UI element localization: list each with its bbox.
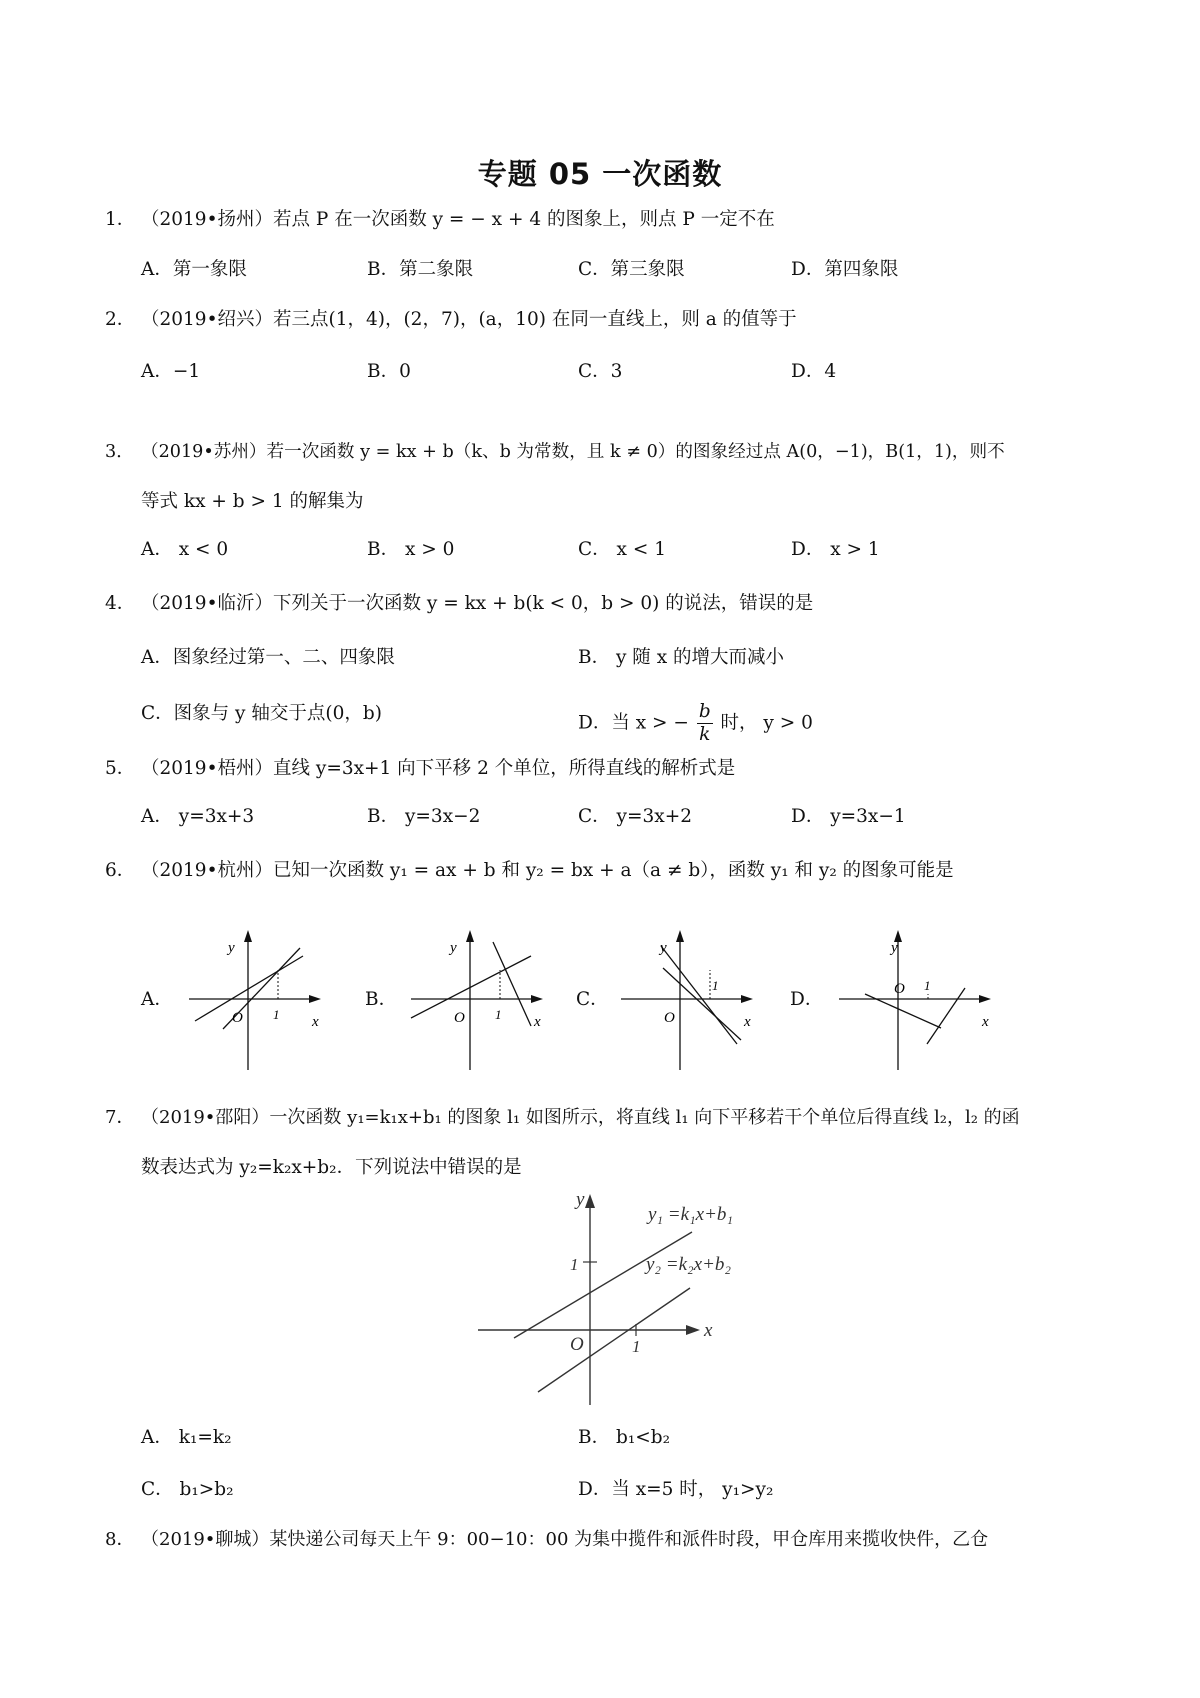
option-a: A．第一象限: [141, 259, 247, 280]
option-c: C． b₁>b₂: [141, 1479, 234, 1500]
question-number: 7．: [105, 1107, 135, 1128]
option-a: A．图象经过第一、二、四象限: [141, 647, 395, 668]
question-4: [105, 591, 813, 617]
question-number: 1．: [105, 209, 136, 230]
question-text: （2019•梧州）直线 y=3x+1 向下平移 2 个单位，所得直线的解析式是: [141, 758, 736, 779]
question-text: （2019•苏州）若一次函数 y = kx + b（k、b 为常数，且 k ≠ 0）的图象经过点 A(0，−1)，B(1，1)，则不: [141, 442, 1005, 462]
line-l2-label: y₂ =k₂x+b₂: [646, 1254, 732, 1275]
option-d: [578, 701, 813, 746]
option-c: C．3: [578, 361, 623, 382]
graph-a: [185, 926, 325, 1070]
y-axis-label: y: [576, 1190, 585, 1210]
y-axis-label: y: [891, 940, 898, 956]
tick-label-1: 1: [924, 978, 931, 993]
option-c: C．: [576, 989, 609, 1010]
x-tick-label-1: 1: [632, 1337, 641, 1356]
option-a: A．−1: [141, 361, 201, 382]
tick-label-1: 1: [495, 1007, 502, 1022]
tick-label-1: 1: [273, 1007, 280, 1022]
question-5: [105, 756, 735, 782]
question-7-figure: [478, 1190, 768, 1405]
origin-label: O: [570, 1334, 584, 1355]
option-d: D．4: [791, 361, 837, 382]
fraction-numerator: b: [698, 701, 711, 722]
origin-label: O: [454, 1010, 465, 1026]
fraction: [697, 701, 713, 746]
y-axis-label: y: [660, 940, 667, 956]
option-d: D．当 x=5 时， y₁>y₂: [578, 1479, 774, 1500]
question-8: [105, 1527, 988, 1553]
question-number: 3．: [105, 442, 134, 462]
option-c: C．第三象限: [578, 259, 685, 280]
question-number: 2．: [105, 309, 136, 330]
option-a: A．: [141, 989, 173, 1010]
x-axis-label: x: [704, 1320, 713, 1341]
graph-d: [835, 926, 995, 1070]
option-c: C．图象与 y 轴交于点(0，b): [141, 703, 382, 724]
graph-b: [407, 926, 547, 1070]
question-3-continued: 等式 kx + b > 1 的解集为: [141, 491, 364, 512]
origin-label: O: [664, 1010, 675, 1026]
question-2: [105, 307, 797, 333]
option-d: D．: [790, 989, 824, 1010]
line-l1-label: y₁ =k₁x+b₁: [648, 1204, 734, 1225]
tick-label-1: 1: [712, 978, 719, 993]
option-b: B． y=3x−2: [367, 806, 481, 827]
y-axis-label: y: [450, 940, 457, 956]
question-text: （2019•临沂）下列关于一次函数 y = kx + b(k < 0，b > 0) 的说法，错误的是: [141, 593, 814, 614]
question-text: （2019•杭州）已知一次函数 y₁ = ax + b 和 y₂ = bx + a（a ≠ b），函数 y₁ 和 y₂ 的图象可能是: [141, 860, 954, 881]
option-d: D． y=3x−1: [791, 806, 906, 827]
origin-label: O: [894, 981, 905, 997]
y-tick-label-1: 1: [570, 1255, 579, 1274]
x-axis-label: x: [982, 1014, 989, 1030]
question-text: （2019•邵阳）一次函数 y₁=k₁x+b₁ 的图象 l₁ 如图所示，将直线 l₁ 向下平移若干个单位后得直线 l₂，l₂ 的函: [141, 1107, 1020, 1128]
question-number: 5．: [105, 758, 136, 779]
question-number: 6．: [105, 860, 136, 881]
option-b: B．: [365, 989, 398, 1010]
question-text: （2019•绍兴）若三点(1，4)，(2，7)，(a，10) 在同一直线上，则 a 的值等于: [141, 309, 797, 330]
option-b: B．第二象限: [367, 259, 474, 280]
question-7-continued: 数表达式为 y₂=k₂x+b₂．下列说法中错误的是: [141, 1157, 522, 1178]
graph-c: [617, 926, 757, 1070]
question-text: （2019•聊城）某快递公司每天上午 9：00−10：00 为集中揽件和派件时段，甲仓库用来揽收快件，乙仓: [141, 1529, 989, 1550]
question-text: （2019•扬州）若点 P 在一次函数 y = − x + 4 的图象上，则点 P 一定不在: [141, 209, 775, 230]
option-b: B． x > 0: [367, 539, 455, 560]
option-b: B．0: [367, 361, 411, 382]
y-axis-label: y: [228, 940, 235, 956]
option-c: C． x < 1: [578, 539, 667, 560]
question-6: [105, 858, 954, 884]
page-title: 专题 05 一次函数: [477, 157, 723, 191]
x-axis-label: x: [534, 1014, 541, 1030]
option-d: D． x > 1: [791, 539, 880, 560]
option-b: B． b₁<b₂: [578, 1427, 670, 1448]
question-1: [105, 207, 775, 233]
option-d-text: D．当 x > −: [578, 712, 689, 734]
option-a: A． k₁=k₂: [141, 1427, 232, 1448]
x-axis-label: x: [312, 1014, 319, 1030]
option-b: B． y 随 x 的增大而减小: [578, 647, 785, 668]
option-a: A． x < 0: [141, 539, 229, 560]
option-d-text-tail: 时， y > 0: [720, 712, 813, 734]
option-d: D．第四象限: [791, 259, 899, 280]
origin-label: O: [232, 1010, 243, 1026]
question-7: [105, 1105, 1020, 1131]
option-a: A． y=3x+3: [141, 806, 255, 827]
option-c: C． y=3x+2: [578, 806, 692, 827]
question-number: 4．: [105, 593, 136, 614]
x-axis-label: x: [744, 1014, 751, 1030]
fraction-denominator: k: [699, 724, 711, 745]
question-3: [105, 439, 1005, 465]
question-number: 8．: [105, 1529, 135, 1550]
